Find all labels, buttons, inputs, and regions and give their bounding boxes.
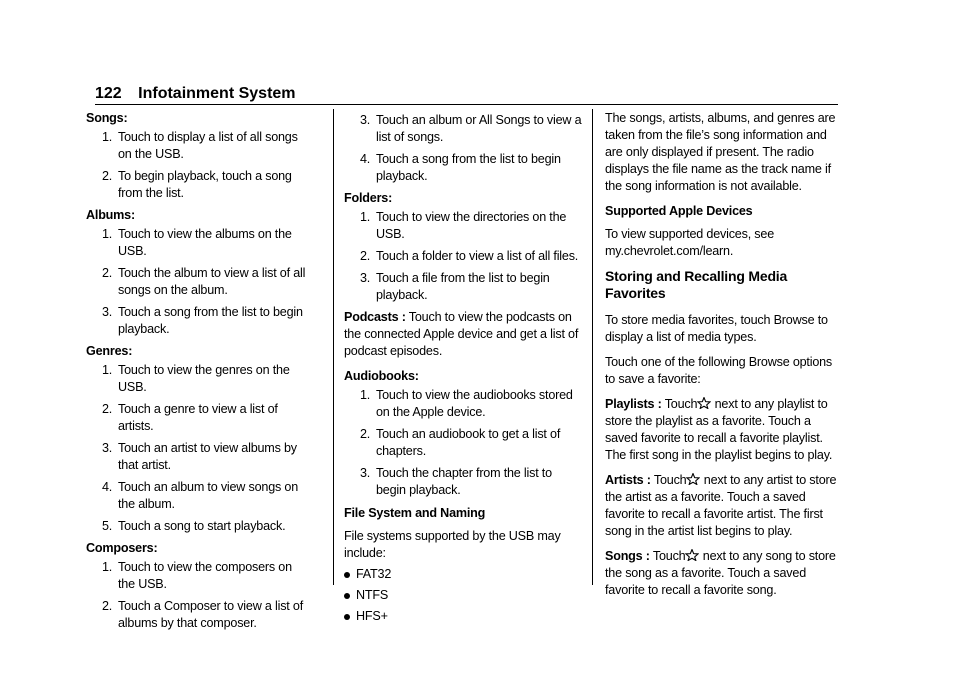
page-header xyxy=(95,84,838,105)
step-text: Touch to view the composers on the USB. xyxy=(118,560,292,591)
playlists-pre: Touch xyxy=(664,397,698,411)
column-divider xyxy=(592,109,593,585)
step-text: Touch the album to view a list of all songs on the album. xyxy=(118,266,306,297)
step-text: Touch a genre to view a list of artists. xyxy=(118,402,278,433)
step-text: Touch to view the audiobooks stored on the Apple device. xyxy=(376,388,573,419)
list-item xyxy=(86,304,312,338)
step-number: 2. xyxy=(360,249,371,263)
filesystem-intro: File systems supported by the USB may include: xyxy=(344,529,561,560)
step-text: Touch a song from the list to begin playback. xyxy=(118,305,303,336)
column-2 xyxy=(344,110,584,629)
step-number: 1. xyxy=(360,210,371,224)
artists-label: Artists : xyxy=(605,473,651,487)
genres-heading: Genres: xyxy=(86,344,133,358)
list-item xyxy=(344,248,584,265)
section-title: Infotainment System xyxy=(138,85,296,102)
list-item xyxy=(344,112,584,146)
podcasts-label: Podcasts : xyxy=(344,310,406,324)
step-text: Touch a song from the list to begin playback. xyxy=(376,152,561,183)
step-number: 3. xyxy=(360,271,371,285)
favorites-intro: To store media favorites, touch Browse to display a list of media types. xyxy=(605,313,828,344)
songs-post: next to any song to store the song as a favorite. Touch a saved favorite to recall a favorite song. xyxy=(605,549,836,597)
page-number: 122 xyxy=(95,85,122,102)
step-number: 1. xyxy=(102,560,113,574)
step-number: 2. xyxy=(102,266,113,280)
artists-post: next to any artist to store the artist as a favorite. Touch a saved favorite to recall a favorite artist. The first song in the artist list begins to play. xyxy=(605,473,837,538)
star-icon xyxy=(685,549,699,561)
list-item xyxy=(86,518,312,535)
composers-heading: Composers: xyxy=(86,541,158,555)
list-item xyxy=(344,387,584,421)
list-item xyxy=(344,270,584,304)
step-text: Touch a folder to view a list of all files. xyxy=(376,249,579,263)
step-text: Touch to view the albums on the USB. xyxy=(118,227,292,258)
list-item xyxy=(86,598,312,632)
list-item xyxy=(86,226,312,260)
step-number: 2. xyxy=(102,599,113,613)
favorites-heading: Storing and Recalling Media Favorites xyxy=(605,268,788,301)
step-text: Touch to display a list of all songs on the USB. xyxy=(118,130,298,161)
column-3 xyxy=(605,110,845,607)
browse-options-text: Touch one of the following Browse options to save a favorite: xyxy=(605,355,833,386)
playlists-post: next to any playlist to store the playlist as a favorite. Touch a saved favorite to recall a favorite playlist. The first song in the playlist begins to play. xyxy=(605,397,833,462)
step-text: Touch a file from the list to begin playback. xyxy=(376,271,550,302)
bullet-icon xyxy=(344,614,350,620)
step-text: Touch a Composer to view a list of albums by that composer. xyxy=(118,599,303,630)
playlists-label: Playlists : xyxy=(605,397,662,411)
bullet-item xyxy=(344,566,584,583)
list-item xyxy=(344,209,584,243)
star-icon xyxy=(697,397,711,409)
step-text: Touch a song to start playback. xyxy=(118,519,286,533)
step-number: 1. xyxy=(102,130,113,144)
song-info-paragraph: The songs, artists, albums, and genres are taken from the file’s song information and are only displayed if present. The radio displays the file name as the track name if the song information is not available. xyxy=(605,111,836,193)
bullet-icon xyxy=(344,572,350,578)
step-number: 3. xyxy=(102,305,113,319)
list-item xyxy=(344,426,584,460)
step-number: 3. xyxy=(360,113,371,127)
podcasts-paragraph xyxy=(344,309,584,360)
step-number: 1. xyxy=(102,363,113,377)
list-item xyxy=(344,151,584,185)
step-number: 1. xyxy=(360,388,371,402)
column-1 xyxy=(86,110,312,637)
list-item xyxy=(86,559,312,593)
playlists-paragraph xyxy=(605,396,845,464)
column-divider xyxy=(333,109,334,585)
podcasts-text: Touch to view the podcasts on the connected Apple device and get a list of podcast episodes. xyxy=(344,310,579,358)
step-text: Touch to view the directories on the USB. xyxy=(376,210,567,241)
artists-pre: Touch xyxy=(653,473,687,487)
step-text: Touch the chapter from the list to begin playback. xyxy=(376,466,552,497)
supported-devices-heading: Supported Apple Devices xyxy=(605,204,753,218)
step-text: Touch an album or All Songs to view a list of songs. xyxy=(376,113,582,144)
list-item xyxy=(86,362,312,396)
step-text: To begin playback, touch a song from the list. xyxy=(118,169,292,200)
songs-label: Songs : xyxy=(605,549,650,563)
list-item xyxy=(86,479,312,513)
folders-heading: Folders: xyxy=(344,191,393,205)
bullet-text: FAT32 xyxy=(356,567,392,581)
filesystem-heading: File System and Naming xyxy=(344,506,486,520)
songs-pre: Touch xyxy=(652,549,686,563)
list-item xyxy=(86,129,312,163)
bullet-item xyxy=(344,587,584,604)
list-item xyxy=(86,265,312,299)
step-number: 2. xyxy=(102,402,113,416)
albums-heading: Albums: xyxy=(86,208,135,222)
star-icon xyxy=(686,473,700,485)
step-number: 4. xyxy=(102,480,113,494)
step-number: 3. xyxy=(360,466,371,480)
step-number: 4. xyxy=(360,152,371,166)
step-number: 2. xyxy=(102,169,113,183)
supported-devices-text: To view supported devices, see my.chevrolet.com/learn. xyxy=(605,227,775,258)
bullet-text: HFS+ xyxy=(356,609,388,623)
step-text: Touch to view the genres on the USB. xyxy=(118,363,290,394)
step-text: Touch an audiobook to get a list of chapters. xyxy=(376,427,561,458)
step-text: Touch an album to view songs on the album. xyxy=(118,480,299,511)
bullet-icon xyxy=(344,593,350,599)
audiobooks-heading: Audiobooks: xyxy=(344,369,419,383)
step-number: 5. xyxy=(102,519,113,533)
bullet-text: NTFS xyxy=(356,588,389,602)
step-text: Touch an artist to view albums by that artist. xyxy=(118,441,297,472)
songs-paragraph xyxy=(605,548,845,599)
bullet-item xyxy=(344,608,584,625)
list-item xyxy=(86,440,312,474)
list-item xyxy=(344,465,584,499)
step-number: 1. xyxy=(102,227,113,241)
step-number: 2. xyxy=(360,427,371,441)
list-item xyxy=(86,168,312,202)
songs-heading: Songs: xyxy=(86,111,128,125)
list-item xyxy=(86,401,312,435)
step-number: 3. xyxy=(102,441,113,455)
artists-paragraph xyxy=(605,472,845,540)
